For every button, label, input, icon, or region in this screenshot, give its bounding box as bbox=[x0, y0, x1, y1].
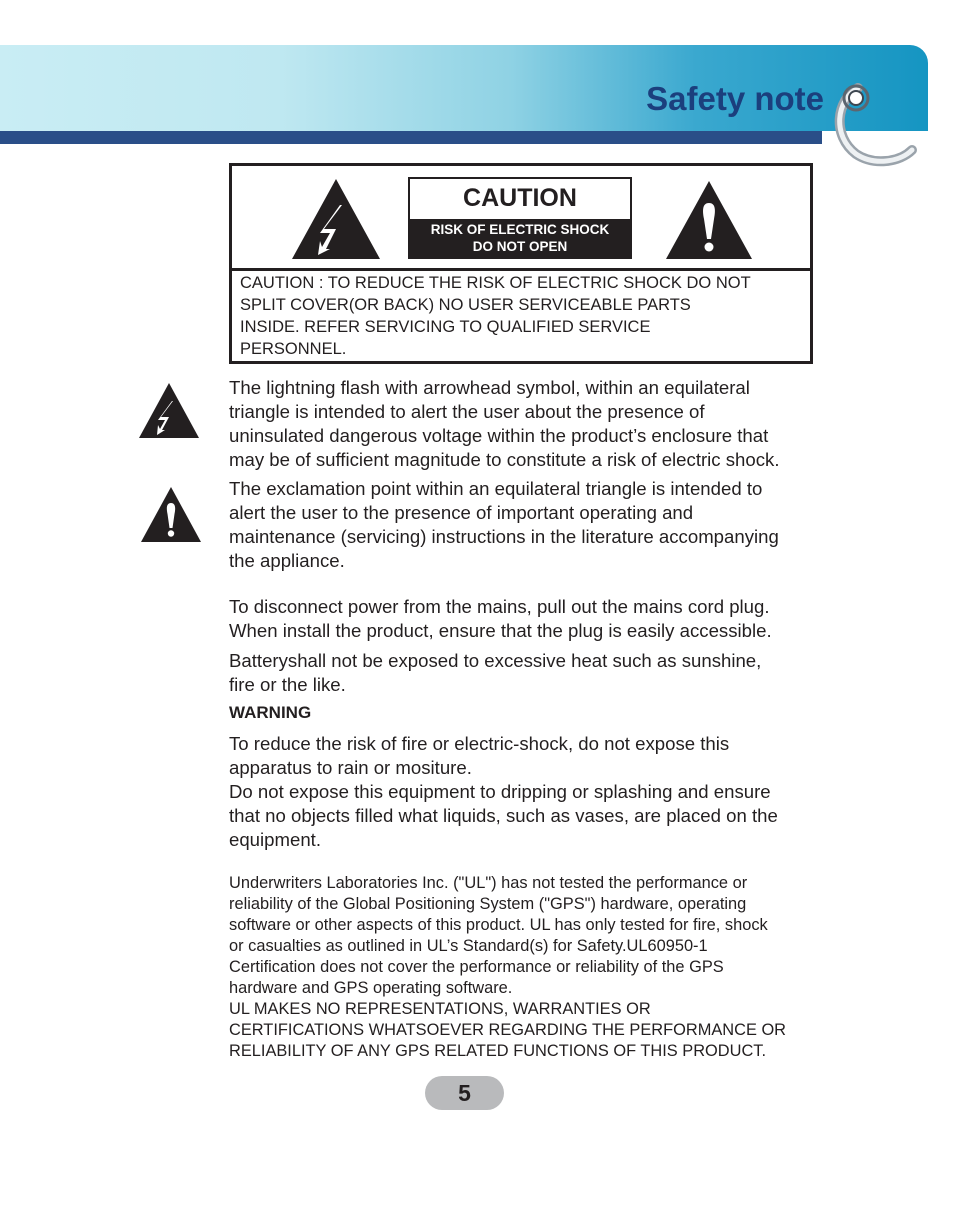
text-line: maintenance (servicing) instructions in the literature accompanying bbox=[229, 526, 779, 547]
disconnect-note bbox=[229, 595, 839, 643]
ul-note bbox=[229, 873, 849, 1062]
caution-text-line: SPLIT COVER(OR BACK) NO USER SERVICEABLE PARTS bbox=[240, 296, 691, 314]
text-line: RELIABILITY OF ANY GPS RELATED FUNCTIONS OF THIS PRODUCT. bbox=[229, 1042, 767, 1060]
text-line: software or other aspects of this product. UL has only tested for fire, shock bbox=[229, 916, 768, 934]
text-line: UL MAKES NO REPRESENTATIONS, WARRANTIES OR bbox=[229, 1000, 651, 1018]
brand-ring-logo-icon bbox=[828, 78, 924, 170]
text-line: Do not expose this equipment to dripping or splashing and ensure bbox=[229, 781, 771, 802]
text-line: fire or the like. bbox=[229, 674, 346, 695]
header-rule bbox=[0, 131, 822, 144]
page-title: Safety note bbox=[646, 80, 824, 117]
text-line: the appliance. bbox=[229, 550, 345, 571]
text-line: that no objects filled what liquids, such as vases, are placed on the bbox=[229, 805, 778, 826]
caution-sub-line: DO NOT OPEN bbox=[472, 239, 568, 254]
exclamation-warning-icon bbox=[140, 486, 202, 543]
text-line: or casualties as outlined in UL’s Standard(s) for Safety.UL60950-1 bbox=[229, 937, 708, 955]
exclamation-warning-icon bbox=[664, 179, 754, 261]
warning-heading: WARNING bbox=[229, 703, 312, 722]
text-line: equipment. bbox=[229, 829, 321, 850]
text-line: To disconnect power from the mains, pull out the mains cord plug. bbox=[229, 596, 770, 617]
caution-text-line: PERSONNEL. bbox=[240, 340, 347, 358]
caution-text-line: CAUTION : TO REDUCE THE RISK OF ELECTRIC SHOCK DO NOT bbox=[240, 274, 751, 292]
text-line: CERTIFICATIONS WHATSOEVER REGARDING THE PERFORMANCE OR bbox=[229, 1021, 787, 1039]
caution-text-line: INSIDE. REFER SERVICING TO QUALIFIED SERVICE bbox=[240, 318, 651, 336]
lightning-note bbox=[229, 376, 839, 472]
page-number: 5 bbox=[425, 1076, 504, 1110]
battery-note bbox=[229, 649, 839, 697]
text-line: The lightning flash with arrowhead symbol, within an equilateral bbox=[229, 377, 750, 398]
caution-text bbox=[240, 272, 806, 360]
text-line: hardware and GPS operating software. bbox=[229, 979, 513, 997]
text-line: Underwriters Laboratories Inc. ("UL") has not tested the performance or bbox=[229, 874, 748, 892]
text-line: When install the product, ensure that the plug is easily accessible. bbox=[229, 620, 772, 641]
text-line: Certification does not cover the performance or reliability of the GPS bbox=[229, 958, 724, 976]
text-line: uninsulated dangerous voltage within the product’s enclosure that bbox=[229, 425, 769, 446]
lightning-warning-icon bbox=[290, 177, 382, 261]
exclamation-note bbox=[229, 477, 839, 573]
caution-box bbox=[229, 163, 813, 364]
lightning-warning-icon bbox=[138, 382, 200, 439]
text-line: apparatus to rain or mositure. bbox=[229, 757, 472, 778]
text-line: alert the user to the presence of important operating and bbox=[229, 502, 694, 523]
caution-symbol-row bbox=[232, 166, 810, 271]
text-line: To reduce the risk of fire or electric-shock, do not expose this bbox=[229, 733, 730, 754]
caution-subtitle bbox=[410, 219, 630, 257]
caution-sub-line: RISK OF ELECTRIC SHOCK bbox=[430, 222, 610, 237]
caution-label bbox=[408, 177, 632, 259]
text-line: triangle is intended to alert the user about the presence of bbox=[229, 401, 705, 422]
text-line: Batteryshall not be exposed to excessive heat such as sunshine, bbox=[229, 650, 762, 671]
text-line: reliability of the Global Positioning System ("GPS") hardware, operating bbox=[229, 895, 747, 913]
caution-word: CAUTION bbox=[463, 184, 577, 212]
warning-text bbox=[229, 732, 839, 852]
text-line: may be of sufficient magnitude to constitute a risk of electric shock. bbox=[229, 449, 780, 470]
text-line: The exclamation point within an equilateral triangle is intended to bbox=[229, 478, 763, 499]
